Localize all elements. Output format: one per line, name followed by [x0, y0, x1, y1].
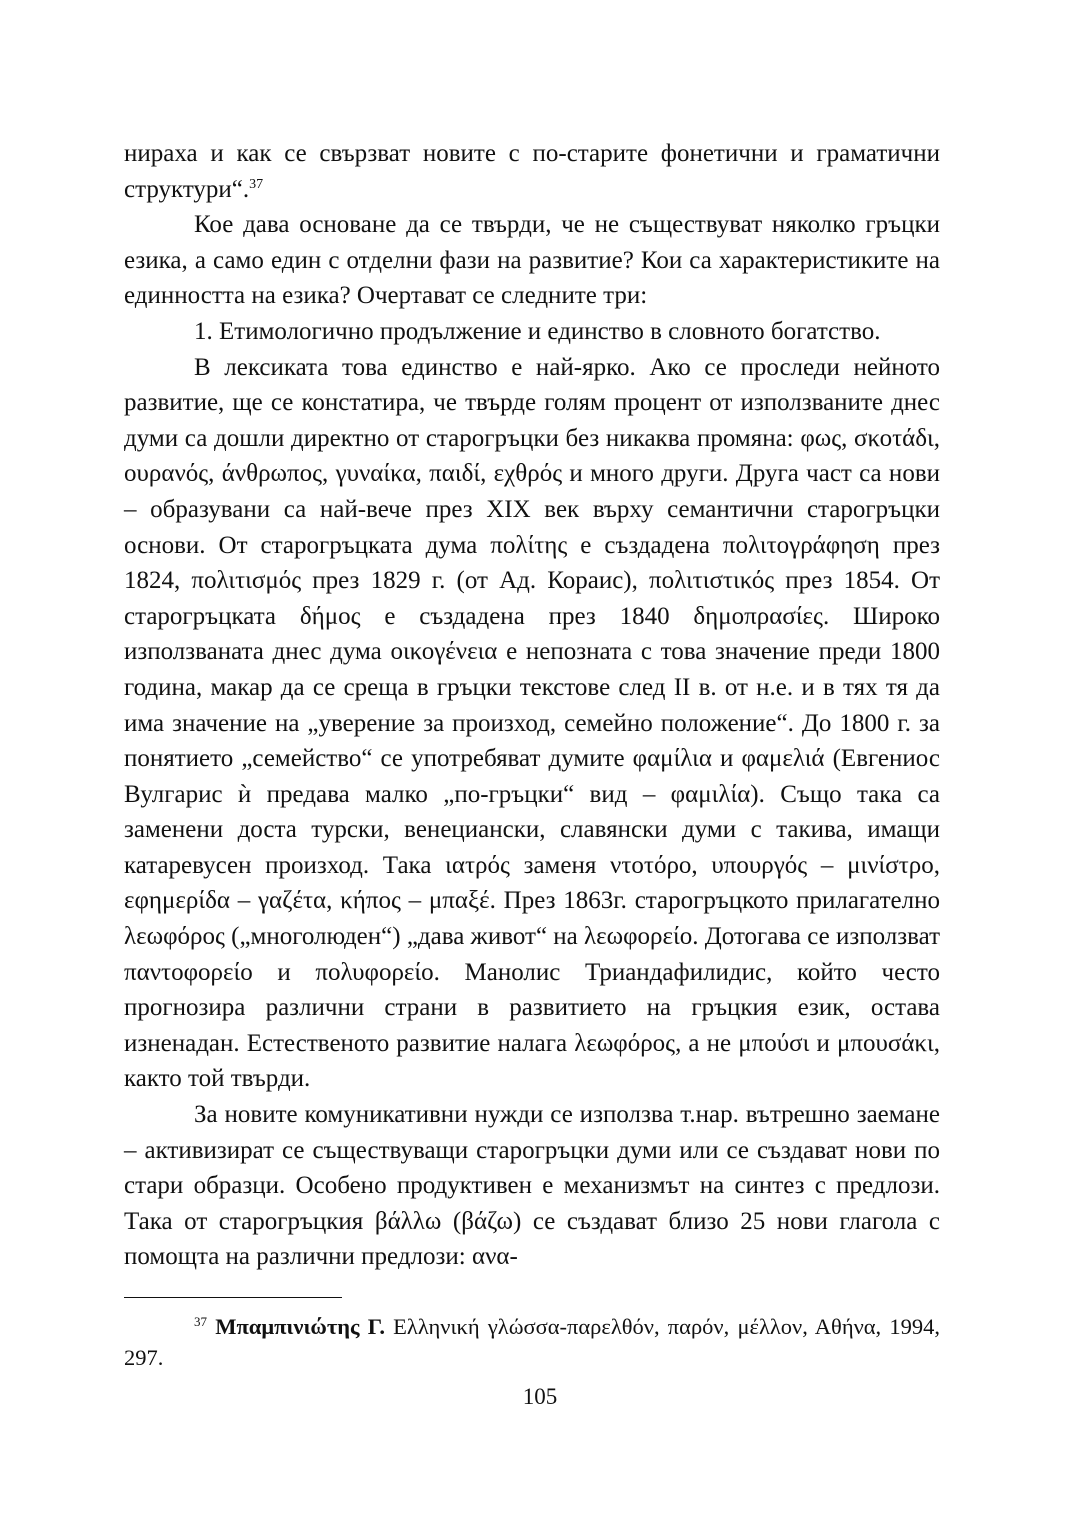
- page-number: 105: [522, 1384, 558, 1409]
- footnote-separator: [124, 1297, 342, 1298]
- footnote-number: 37: [194, 1314, 207, 1329]
- paragraph: Кое дава основане да се твърди, че не съществуват няколко гръцки езика, а само един с отделни фази на развитие? Кои са характеристиките на единността на езика? Очертават се следните три:: [124, 211, 940, 310]
- paragraph-text: нираха и как се свързват новите с по-старите фонетични и граматични структури“.: [124, 140, 940, 203]
- paragraph-continuation: [124, 136, 940, 207]
- paragraph: За новите комуникативни нужди се използва т.нар. вътрешно заемане – активизират се съществуващи старогръцки думи или се създават нови по стари образци. Особено продуктивен е механизмът на синтез с предлози. Така от старогръцкия βάλλω (βάζω) се създават близо 25 нови глагола с помощта на различни предлози: ανα-: [124, 1101, 940, 1271]
- footnote-text: Ελληνική γλώσσα-παρελθόν, παρόν, μέλλον, Αθήνα, 1994, 297.: [124, 1314, 941, 1370]
- body-text: [124, 136, 940, 1275]
- footnote-author: Μπαμπινιώτης Γ.: [215, 1314, 385, 1339]
- footnote: [124, 1306, 940, 1373]
- list-item-heading: 1. Етимологично продължение и единство в словното богатство.: [194, 317, 881, 345]
- footnote-reference: 37: [249, 176, 264, 192]
- paragraph: В лексиката това единство е най-ярко. Ако се проследи нейното развитие, ще се констатира, че твърде голям процент от използваните днес думи са дошли директно от старогръцки без никаква промяна: φως, σκοτάδι, ουρανός, άνθρωπος, γυναίκα, παιδί, εχθρός и много други. Друга част са нови – образувани са най-вече през XIX век върху семантични старогръцки основи. От старогръцката дума πολίτης е създадена πολιτογράφηση през 1824, πολιτισμός през 1829 г. (от Ад. Кораис), πολιτιστικός през 1854. От старогръцката δήμος е създадена през 1840 δημοπρασίες. Широко използваната днес дума οικογένεια е непозната с това значение преди 1800 година, макар да се среща в гръцки текстове след II в. от н.е. и в тях тя да има значение на „уверение за произход, семейно положение“. До 1800 г. за понятието „семейство“ се употребяват думите φαμίλια и φαμελιά (Евгениос Вулгарис ѝ предава малко „по-гръцки“ вид – φαμιλία). Също така са заменени доста турски, венециански, славянски думи с такива, имащи катаревусен произход. Така ιατρός заменя ντοτόρο, υπουργός – μινίστρο, εφημερίδα – γαζέτα, κήπος – μπαξέ. През 1863г. старогръцкото прилагателно λεωφόρος („многолюден“) „дава живот“ на λεωφορείο. Дотогава се използват παντοφορείο и πολυφορείο. Манолис Триандафилидис, който често прогнозира различни страни в развитието на гръцкия език, остава изненадан. Естественото развитие налага λεωφόρος, а не μπούσι и μπουσάκι, както той твърди.: [124, 353, 940, 1093]
